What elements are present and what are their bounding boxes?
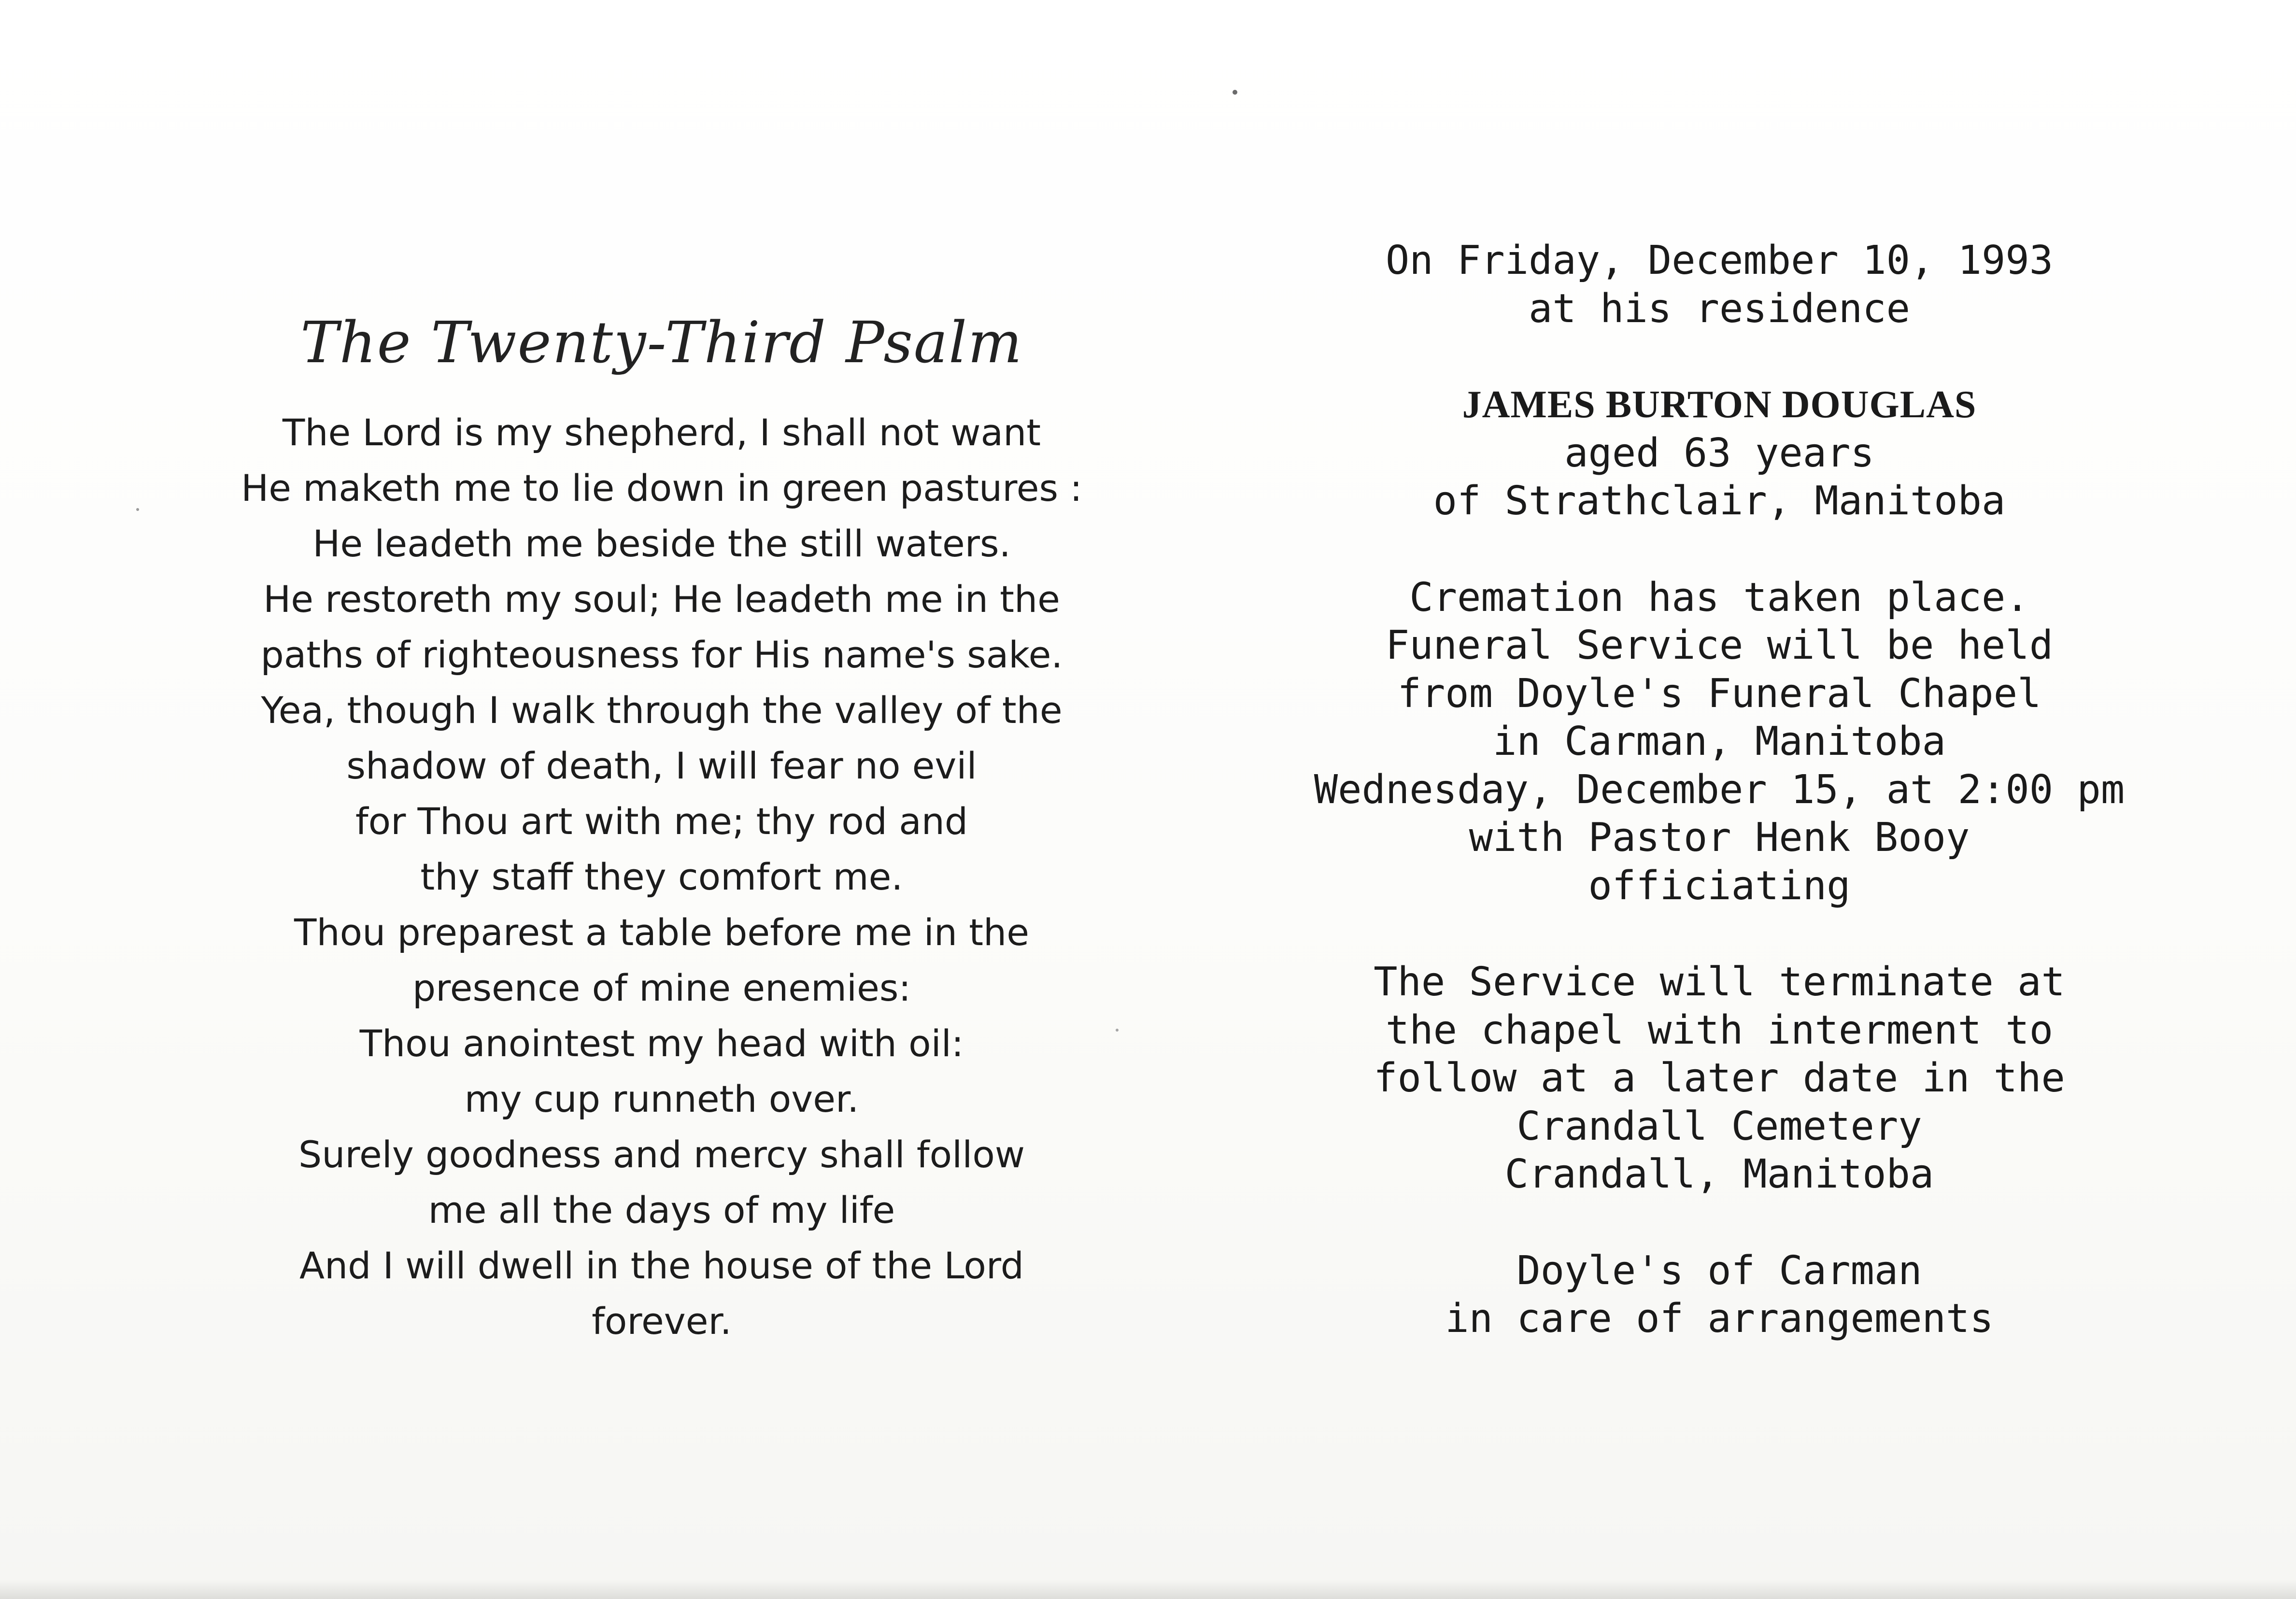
psalm-line: He maketh me to lie down in green pastures : [241,467,1082,509]
psalm-line: And I will dwell in the house of the Lord [299,1244,1024,1287]
psalm-title: The Twenty-Third Psalm [300,309,1023,376]
care-line: in care of arrangements [1445,1296,1994,1342]
interment-line: Crandall Cemetery [1516,1103,1922,1149]
paper-speck [1233,90,1237,95]
care-line: Doyle's of Carman [1516,1247,1922,1294]
psalm-line: Yea, though I walk through the valley of the [261,689,1063,732]
psalm-line: my cup runneth over. [464,1077,859,1120]
spacer [1236,1199,2202,1247]
service-line: with Pastor Henk Booy [1469,815,1970,861]
interment-line: the chapel with interment to [1385,1007,2054,1053]
psalm-line: thy staff they comfort me. [420,855,903,898]
psalm-panel [203,309,1120,1349]
psalm-line: He leadeth me beside the still waters. [312,522,1011,565]
psalm-line: shadow of death, I will fear no evil [346,744,977,787]
service-line: officiating [1588,863,1851,909]
psalm-line: me all the days of my life [428,1189,895,1231]
psalm-line: The Lord is my shepherd, I shall not want [282,411,1041,454]
service-line: Funeral Service will be held [1385,623,2054,668]
interment-line: follow at a later date in the [1374,1055,2065,1101]
service-line: from Doyle's Funeral Chapel [1397,670,2041,717]
spacer [1236,910,2202,958]
psalm-line: He restoreth my soul; He leadeth me in the [263,578,1060,621]
paper-speck [136,508,139,511]
funeral-notice-panel [1236,237,2202,1343]
notice-date-line: On Friday, December 10, 1993 [1385,238,2054,283]
spacer [1236,333,2202,381]
scan-edge-shadow [0,1580,2296,1599]
service-line: Cremation has taken place. [1409,574,2029,621]
notice-date-line: at his residence [1529,285,1910,332]
deceased-age: aged 63 years [1564,430,1874,476]
psalm-line: for Thou art with me; thy rod and [355,800,968,843]
deceased-place: of Strathclair, Manitoba [1433,478,2006,524]
service-line: in Carman, Manitoba [1493,719,1946,764]
psalm-line: Surely goodness and mercy shall follow [298,1133,1025,1176]
psalm-line: paths of righteousness for His name's sake. [260,633,1063,676]
spacer [1236,525,2202,574]
psalm-line: presence of mine enemies: [412,966,911,1009]
psalm-line: Thou anointest my head with oil: [359,1022,964,1065]
interment-line: The Service will terminate at [1374,959,2065,1005]
psalm-line: Thou preparest a table before me in the [294,911,1029,954]
deceased-name: JAMES BURTON DOUGLAS [1462,383,1977,426]
service-line: Wednesday, December 15, at 2:00 pm [1314,766,2125,813]
interment-line: Crandall, Manitoba [1504,1151,1934,1197]
psalm-line: forever. [592,1300,732,1343]
